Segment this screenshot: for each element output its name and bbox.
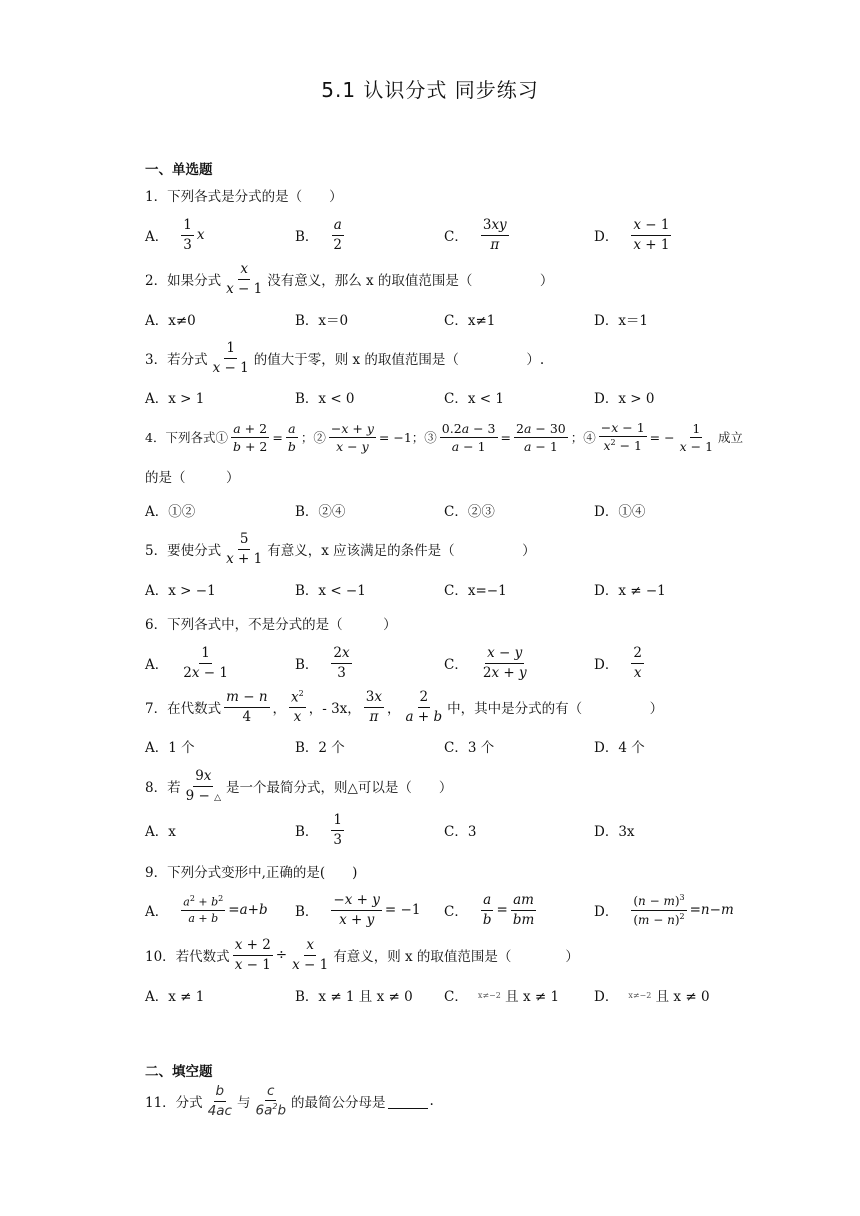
question-2-stem: 2．如果分式 $\frac{x}{x - 1}$ 没有意义，那么 x 的取值范围是（ ） [145,261,554,297]
question-7-option-b: B．2 个 [295,740,345,756]
question-1-option-d: D． $\frac{x - 1}{x + 1}$ [594,217,670,253]
question-7-option-c: C．3 个 [444,740,495,756]
question-3-option-c: C．x < 1 [444,391,504,407]
question-10-option-c: C． x≠−2 且 x ≠ 1 [444,989,560,1005]
question-7-stem: 7．在代数式 $\frac{m - n}{4}$ ， $\frac{x^2}{x}$ ，- 3x， $\frac{3x}{\pi}$ ， $\frac{2}{a + b}$ 中，其中是分式的有（ ） [145,689,664,725]
question-9-options [145,890,745,930]
question-11-stem: 11．分式 $\frac{b}{4ac}$ 与 $\frac{c}{6a^2b}$ 的最简公分母是 . [145,1083,434,1119]
question-9-stem: 9．下列分式变形中,正确的是( ) [145,865,358,881]
question-8-options [145,810,745,850]
question-5-stem: 5．要使分式 $\frac{5}{x + 1}$ 有意义，x 应该满足的条件是（ ） [145,531,536,567]
question-9-option-d: D． $\frac{(n - m)^3}{(m - n)^2}$ = n − m [594,893,734,927]
question-1-option-a: A． $\frac{1}{3}$ x [145,217,205,253]
question-5-option-b: B．x < −1 [295,583,366,599]
question-4-option-c: C．②③ [444,504,495,520]
question-1-options [145,215,745,255]
question-4-option-d: D．①④ [594,504,646,520]
question-10-options [145,975,745,1015]
question-2-option-a: A．x≠0 [145,313,196,329]
answer-blank[interactable] [388,1094,428,1109]
question-6-option-b: B． $\frac{2x}{3}$ [295,645,350,681]
question-7-option-d: D．4 个 [594,740,645,756]
question-3-option-a: A．x > 1 [145,391,205,407]
question-9-option-c: C． $\frac{a}{b}$ = $\frac{am}{bm}$ [444,892,535,928]
question-6-option-a: A． $\frac{1}{2x - 1}$ [145,645,228,681]
question-4-options [145,490,745,530]
question-3-options [145,377,745,417]
section-heading-single-choice: 一、单选题 [145,162,213,178]
question-2-options [145,299,745,339]
question-10-option-d: D． x≠−2 且 x ≠ 0 [594,989,710,1005]
question-6-option-d: D． $\frac{2}{x}$ [594,645,642,681]
question-10-stem: 10．若代数式 $\frac{x + 2}{x - 1}$ ÷ $\frac{x}{x - 1}$ 有意义，则 x 的取值范围是（ ） [145,937,579,973]
question-1-stem: 1．下列各式是分式的是（ ） [145,189,343,205]
question-3-option-d: D．x > 0 [594,391,655,407]
question-8-option-a: A．x [145,824,176,840]
question-6-options [145,643,745,683]
question-8-stem: 8．若 $\frac{9x}{9 - \triangle}$ 是一个最简分式，则△可以是（ ） [145,768,453,804]
question-10-option-a: A．x ≠ 1 [145,989,205,1005]
question-2-option-d: D．x＝1 [594,313,649,329]
question-3-option-b: B．x < 0 [295,391,355,407]
question-1-option-c: C． $\frac{3xy}{\pi}$ [444,217,507,253]
question-9-option-a: A． $\frac{a^2 + b^2}{a + b}$ = a + b [145,894,268,926]
question-8-option-b: B． $\frac{1}{3}$ [295,812,343,848]
question-6-option-c: C． $\frac{x - y}{2x + y}$ [444,645,527,681]
question-2-option-b: B．x＝0 [295,313,349,329]
question-6-stem: 6．下列各式中，不是分式的是（ ） [145,617,397,633]
question-2-option-c: C．x≠1 [444,313,496,329]
question-10-option-b: B．x ≠ 1 且 x ≠ 0 [295,989,413,1005]
question-3-stem: 3．若分式 $\frac{1}{x - 1}$ 的值大于零，则 x 的取值范围是（ ）. [145,340,545,376]
question-5-option-d: D．x ≠ −1 [594,583,666,599]
question-9-option-b: B． $\frac{-x + y}{x + y}$ = −1 [295,892,421,928]
page-title: 5.1 认识分式 同步练习 [321,78,539,102]
question-5-option-a: A．x > −1 [145,583,216,599]
question-8-option-c: C．3 [444,824,477,840]
question-7-options [145,726,745,766]
question-4-stem-line1: 4．下列各式① $\frac{a + 2}{b + 2}$ = $\frac{a}{b}$ ；② $\frac{-x + y}{x - y}$ = −1 ；③ $\frac{0.2a - 3}{a - 1}$ = $\frac{2a - 30}{a - 1}$ ；④ $\frac{-x - 1}{x^2 - 1}$ = − $\frac{1}{x - 1}$ 成立 [145,420,744,454]
question-8-option-d: D．3x [594,824,635,840]
question-5-option-c: C．x=−1 [444,583,507,599]
section-heading-fill-in: 二、填空题 [145,1064,213,1080]
question-4-option-a: A．①② [145,504,196,520]
question-4-stem-line2: 的是（ ） [145,470,240,486]
question-7-option-a: A．1 个 [145,740,195,756]
question-1-option-b: B． $\frac{a}{2}$ [295,217,343,253]
question-4-option-b: B．②④ [295,504,346,520]
